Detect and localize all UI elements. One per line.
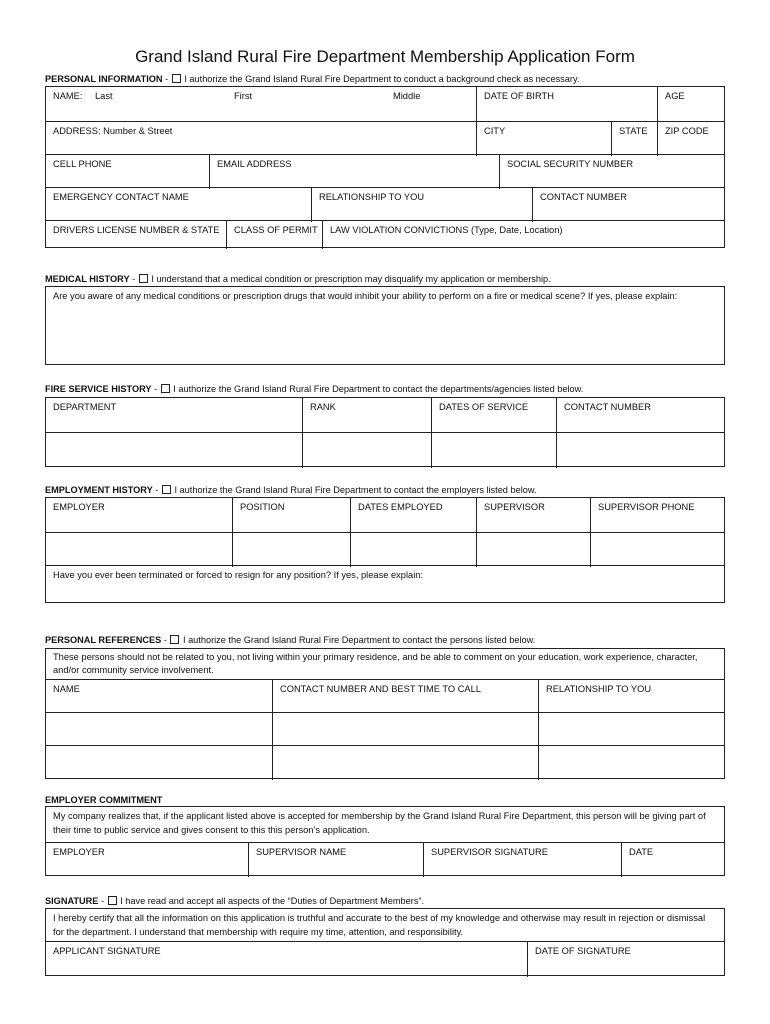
signature-heading-label: SIGNATURE <box>45 896 99 906</box>
employer-commitment-text: My company realizes that, if the applicant listed above is accepted for membership by the Grand Island Rural Fire Department, this person will be giving part of their time to public service and gives consent to this this person’s application. <box>53 811 706 836</box>
medical-explain-field[interactable] <box>46 287 724 364</box>
applicant-signature-label: APPLICANT SIGNATURE <box>53 946 161 956</box>
emp-supervisor-field[interactable] <box>476 533 590 567</box>
email-label: EMAIL ADDRESS <box>217 159 292 169</box>
ec-employer-label: EMPLOYER <box>53 847 105 857</box>
permit-cell[interactable] <box>226 221 322 249</box>
references-heading: PERSONAL REFERENCES - I authorize the Grand Island Rural Fire Department to contact the persons listed below. <box>45 635 536 645</box>
table-row <box>46 432 724 468</box>
fire-col-dates-label: DATES OF SERVICE <box>439 402 529 412</box>
ref-col-contact <box>272 680 538 714</box>
employment-consent-text: I authorize the Grand Island Rural Fire Department to contact the employers listed below. <box>174 485 537 495</box>
fire-col-rank <box>302 398 431 433</box>
table-row <box>46 712 724 747</box>
emp-dates-field[interactable] <box>350 533 476 567</box>
emergency-contact-cell[interactable] <box>46 188 311 222</box>
state-cell[interactable] <box>611 122 657 156</box>
email-cell[interactable] <box>209 155 499 189</box>
references-intro <box>46 649 724 680</box>
dob-label: DATE OF BIRTH <box>484 91 554 101</box>
fire-department-field[interactable] <box>46 433 302 468</box>
fire-col-contact-label: CONTACT NUMBER <box>564 402 651 412</box>
state-label: STATE <box>619 126 648 136</box>
city-label: CITY <box>484 126 506 136</box>
emp-col-phone-label: SUPERVISOR PHONE <box>598 502 695 512</box>
ec-employer-cell[interactable] <box>46 843 248 877</box>
employer-commitment-heading-label: EMPLOYER COMMITMENT <box>45 795 163 805</box>
table-row <box>46 532 724 567</box>
first-label: First <box>234 91 253 101</box>
employment-table <box>45 497 725 603</box>
emp-col-supervisor <box>476 498 590 533</box>
references-consent-text: I authorize the Grand Island Rural Fire Department to contact the persons listed below. <box>182 635 536 645</box>
applicant-signature-cell[interactable] <box>46 942 527 977</box>
fire-heading: FIRE SERVICE HISTORY - I authorize the Grand Island Rural Fire Department to contact the departments/agencies listed below. <box>45 384 584 394</box>
medical-question: Are you aware of any medical conditions or prescription drugs that would inhibit your ability to perform on a fire or medical scene? If yes, please explain: <box>53 291 678 301</box>
emp-col-phone <box>590 498 726 533</box>
city-cell[interactable] <box>476 122 611 156</box>
emp-col-supervisor-label: SUPERVISOR <box>484 502 545 512</box>
fire-col-rank-label: RANK <box>310 402 336 412</box>
permit-label: CLASS OF PERMIT <box>234 225 318 235</box>
medical-heading-label: MEDICAL HISTORY <box>45 274 130 284</box>
license-cell[interactable] <box>46 221 226 249</box>
fire-col-contact <box>556 398 726 433</box>
last-label: Last <box>95 91 113 101</box>
fire-heading-label: FIRE SERVICE HISTORY <box>45 384 152 394</box>
fire-col-dates <box>431 398 556 433</box>
references-intro-text: These persons should not be related to you, not living within your primary residence, and be able to comment on your education, work experience, character, and/or community service involvement. <box>53 652 698 676</box>
employment-heading-label: EMPLOYMENT HISTORY <box>45 485 153 495</box>
employment-consent-checkbox[interactable] <box>162 485 171 494</box>
ref1-name-field[interactable] <box>46 713 272 747</box>
ref2-name-field[interactable] <box>46 746 272 780</box>
fire-col-department-label: DEPARTMENT <box>53 402 117 412</box>
medical-heading: MEDICAL HISTORY - I understand that a medical condition or prescription may disqualify my application or membership. <box>45 274 551 284</box>
termination-explain-field[interactable] <box>46 566 724 604</box>
medical-consent-text: I understand that a medical condition or prescription may disqualify my application or membership. <box>151 274 551 284</box>
address-cell[interactable] <box>46 122 476 156</box>
license-label: DRIVERS LICENSE NUMBER & STATE <box>53 225 220 235</box>
middle-label: Middle <box>393 91 421 101</box>
ec-supervisor-name-cell[interactable] <box>248 843 423 877</box>
fire-service-table <box>45 397 725 467</box>
employment-heading: EMPLOYMENT HISTORY - I authorize the Grand Island Rural Fire Department to contact the employers listed below. <box>45 485 537 495</box>
employer-commitment-table <box>45 806 725 876</box>
fire-consent-text: I authorize the Grand Island Rural Fire Department to contact the departments/agencies listed below. <box>173 384 584 394</box>
signature-table <box>45 908 725 976</box>
dob-cell[interactable] <box>476 87 657 122</box>
signature-date-label: DATE OF SIGNATURE <box>535 946 631 956</box>
personal-consent-text: I authorize the Grand Island Rural Fire Department to conduct a background check as necessary. <box>184 74 580 84</box>
fire-contact-field[interactable] <box>556 433 726 468</box>
emp-phone-field[interactable] <box>590 533 726 567</box>
personal-heading: PERSONAL INFORMATION - I authorize the Grand Island Rural Fire Department to conduct a background check as necessary. <box>45 74 580 84</box>
ec-date-label: DATE <box>629 847 654 857</box>
termination-question: Have you ever been terminated or forced to resign for any position? If yes, please explain: <box>53 570 424 580</box>
cell-phone-cell[interactable] <box>46 155 209 189</box>
relationship-label: RELATIONSHIP TO YOU <box>319 192 425 202</box>
ref-col-name-label: NAME <box>53 684 80 694</box>
medical-table <box>45 286 725 365</box>
certification-text: I hereby certify that all the information on this application is truthful and accurate to the best of my knowledge and otherwise may result in rejection or dismissal for the department. I understand that membership with require my time, attention, and responsibility. <box>53 913 706 938</box>
ec-date-cell[interactable] <box>621 843 726 877</box>
name-label: NAME: <box>53 91 83 101</box>
signature-accept-checkbox[interactable] <box>108 896 117 905</box>
fire-rank-field[interactable] <box>302 433 431 468</box>
emp-col-position-label: POSITION <box>240 502 285 512</box>
signature-heading: SIGNATURE - I have read and accept all aspects of the “Duties of Department Members”. <box>45 896 425 906</box>
ref-col-relationship-label: RELATIONSHIP TO YOU <box>546 684 652 694</box>
references-table <box>45 648 725 779</box>
violations-label: LAW VIOLATION CONVICTIONS (Type, Date, Location) <box>330 225 563 235</box>
fire-col-department <box>46 398 302 433</box>
ref-col-name <box>46 680 272 714</box>
ref1-contact-field[interactable] <box>272 713 538 747</box>
ec-supervisor-signature-label: SUPERVISOR SIGNATURE <box>431 847 548 857</box>
violations-cell[interactable] <box>322 221 726 249</box>
emp-col-position <box>232 498 350 533</box>
emp-position-field[interactable] <box>232 533 350 567</box>
ssn-cell[interactable] <box>499 155 726 189</box>
certification-text-cell <box>46 909 724 942</box>
contact-number-cell[interactable] <box>532 188 726 222</box>
references-consent-checkbox[interactable] <box>170 635 179 644</box>
personal-info-table <box>45 86 725 248</box>
cell-phone-label: CELL PHONE <box>53 159 112 169</box>
emp-col-employer <box>46 498 232 533</box>
relationship-cell[interactable] <box>311 188 532 222</box>
zip-cell[interactable] <box>657 122 726 156</box>
emergency-contact-label: EMERGENCY CONTACT NAME <box>53 192 189 202</box>
age-cell[interactable] <box>657 87 726 122</box>
signature-accept-text: I have read and accept all aspects of the “Duties of Department Members”. <box>120 896 425 906</box>
employer-commitment-text-cell <box>46 807 724 843</box>
signature-date-cell[interactable] <box>527 942 726 977</box>
emp-col-dates-label: DATES EMPLOYED <box>358 502 443 512</box>
references-heading-label: PERSONAL REFERENCES <box>45 635 162 645</box>
ref2-relationship-field[interactable] <box>538 746 726 780</box>
contact-number-label: CONTACT NUMBER <box>540 192 627 202</box>
employer-commitment-heading <box>45 795 162 805</box>
ref-col-contact-label: CONTACT NUMBER AND BEST TIME TO CALL <box>280 684 481 694</box>
table-row <box>46 745 724 780</box>
age-label: AGE <box>665 91 685 101</box>
emp-col-dates <box>350 498 476 533</box>
ec-supervisor-name-label: SUPERVISOR NAME <box>256 847 347 857</box>
fire-dates-field[interactable] <box>431 433 556 468</box>
zip-label: ZIP CODE <box>665 126 709 136</box>
address-label: ADDRESS: Number & Street <box>53 126 173 136</box>
fire-consent-checkbox[interactable] <box>161 384 170 393</box>
ec-supervisor-signature-cell[interactable] <box>423 843 621 877</box>
personal-consent-checkbox[interactable] <box>172 74 181 83</box>
form-title: Grand Island Rural Fire Department Membership Application Form <box>135 47 635 66</box>
personal-heading-label: PERSONAL INFORMATION <box>45 74 163 84</box>
emp-employer-field[interactable] <box>46 533 232 567</box>
name-cell[interactable] <box>46 87 476 122</box>
ref1-relationship-field[interactable] <box>538 713 726 747</box>
medical-consent-checkbox[interactable] <box>139 274 148 283</box>
ref-col-relationship <box>538 680 726 714</box>
ssn-label: SOCIAL SECURITY NUMBER <box>507 159 634 169</box>
ref2-contact-field[interactable] <box>272 746 538 780</box>
emp-col-employer-label: EMPLOYER <box>53 502 105 512</box>
